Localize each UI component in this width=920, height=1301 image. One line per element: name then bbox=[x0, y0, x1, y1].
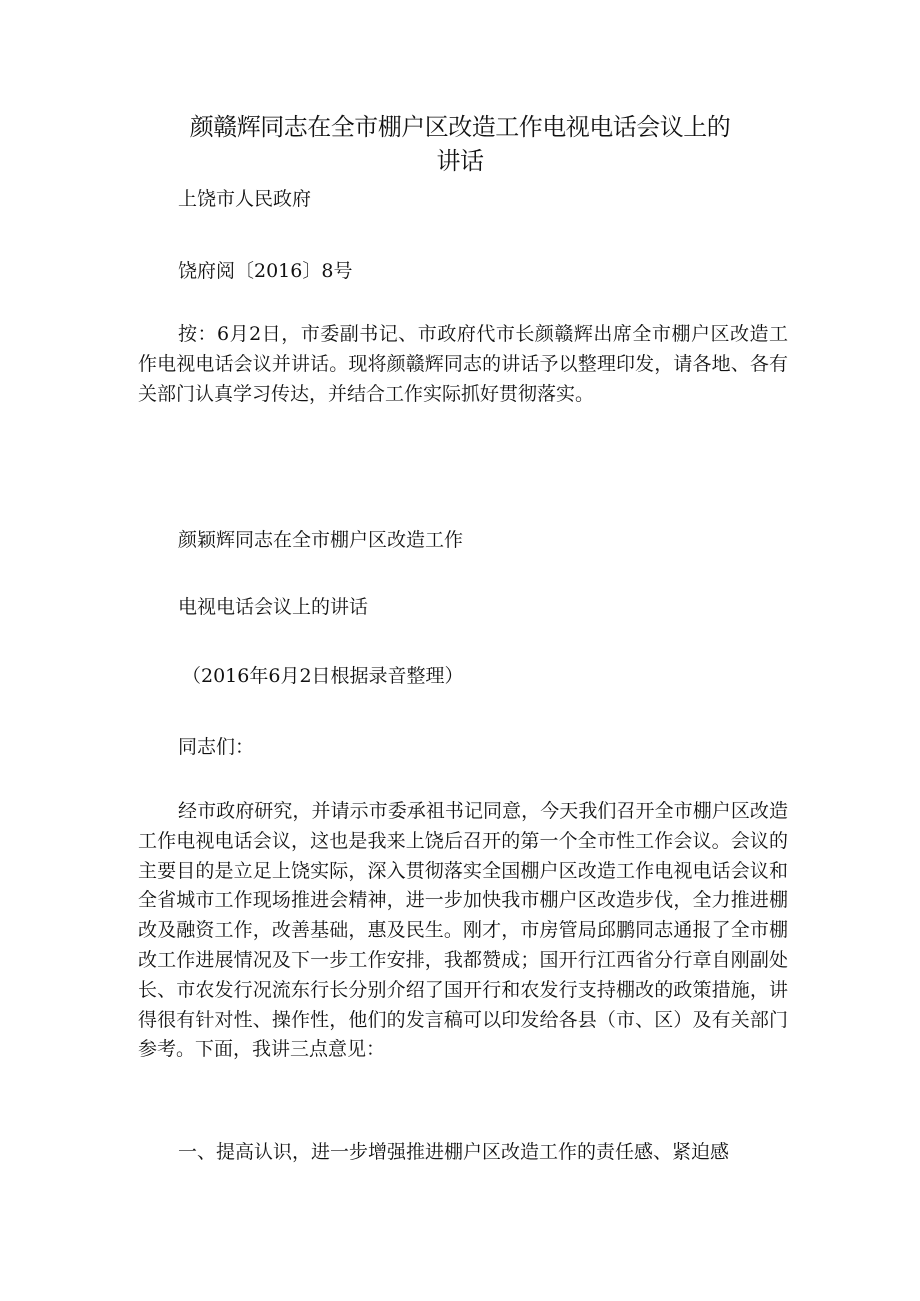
salutation: 同志们： bbox=[178, 736, 255, 758]
document-title-line-2: 讲话 bbox=[436, 147, 484, 175]
document-title-line-1: 颜赣辉同志在全市棚户区改造工作电视电话会议上的 bbox=[189, 113, 731, 141]
document-number: 饶府阅〔2016〕8号 bbox=[178, 260, 353, 282]
speech-date: （2016年6月2日根据录音整理） bbox=[182, 665, 464, 687]
section-heading: 一、提高认识，进一步增强推进棚户区改造工作的责任感、紧迫感 bbox=[178, 1141, 730, 1163]
speech-title-line-1: 颜颖辉同志在全市棚户区改造工作 bbox=[178, 529, 464, 551]
body-paragraph: 经市政府研究，并请示市委承祖书记同意，今天我们召开全市棚户区改造工作电视电话会议，这也是我来上饶后召开的第一个全市性工作会议。会议的主要目的是立足上饶实际，深入贯彻落实全国棚户区改造工作电视电话会议和全省城市工作现场推进会精神，进一步加快我市棚户区改造步伐，全力推进棚改及融资工作，改善基础，惠及民生。刚才，市房管局邱鹏同志通报了全市棚改工作进展情况及下一步工作安排，我都赞成；国开行江西省分行章自刚副处长、市农发行况流东行长分别介绍了国开行和农发行支持棚改的政策措施，讲得很有针对性、操作性，他们的发言稿可以印发给各县（市、区）及有关部门参考。下面，我讲三点意见： bbox=[138, 800, 788, 1061]
editor-note-paragraph: 按：6月2日，市委副书记、市政府代市长颜赣辉出席全市棚户区改造工作电视电话会议并讲话。现将颜赣辉同志的讲话予以整理印发，请各地、各有关部门认真学习传达，并结合工作实际抓好贯彻落实。 bbox=[138, 323, 788, 405]
speech-title-line-2: 电视电话会议上的讲话 bbox=[178, 596, 369, 618]
issuer: 上饶市人民政府 bbox=[178, 188, 312, 210]
document-title bbox=[150, 110, 770, 178]
